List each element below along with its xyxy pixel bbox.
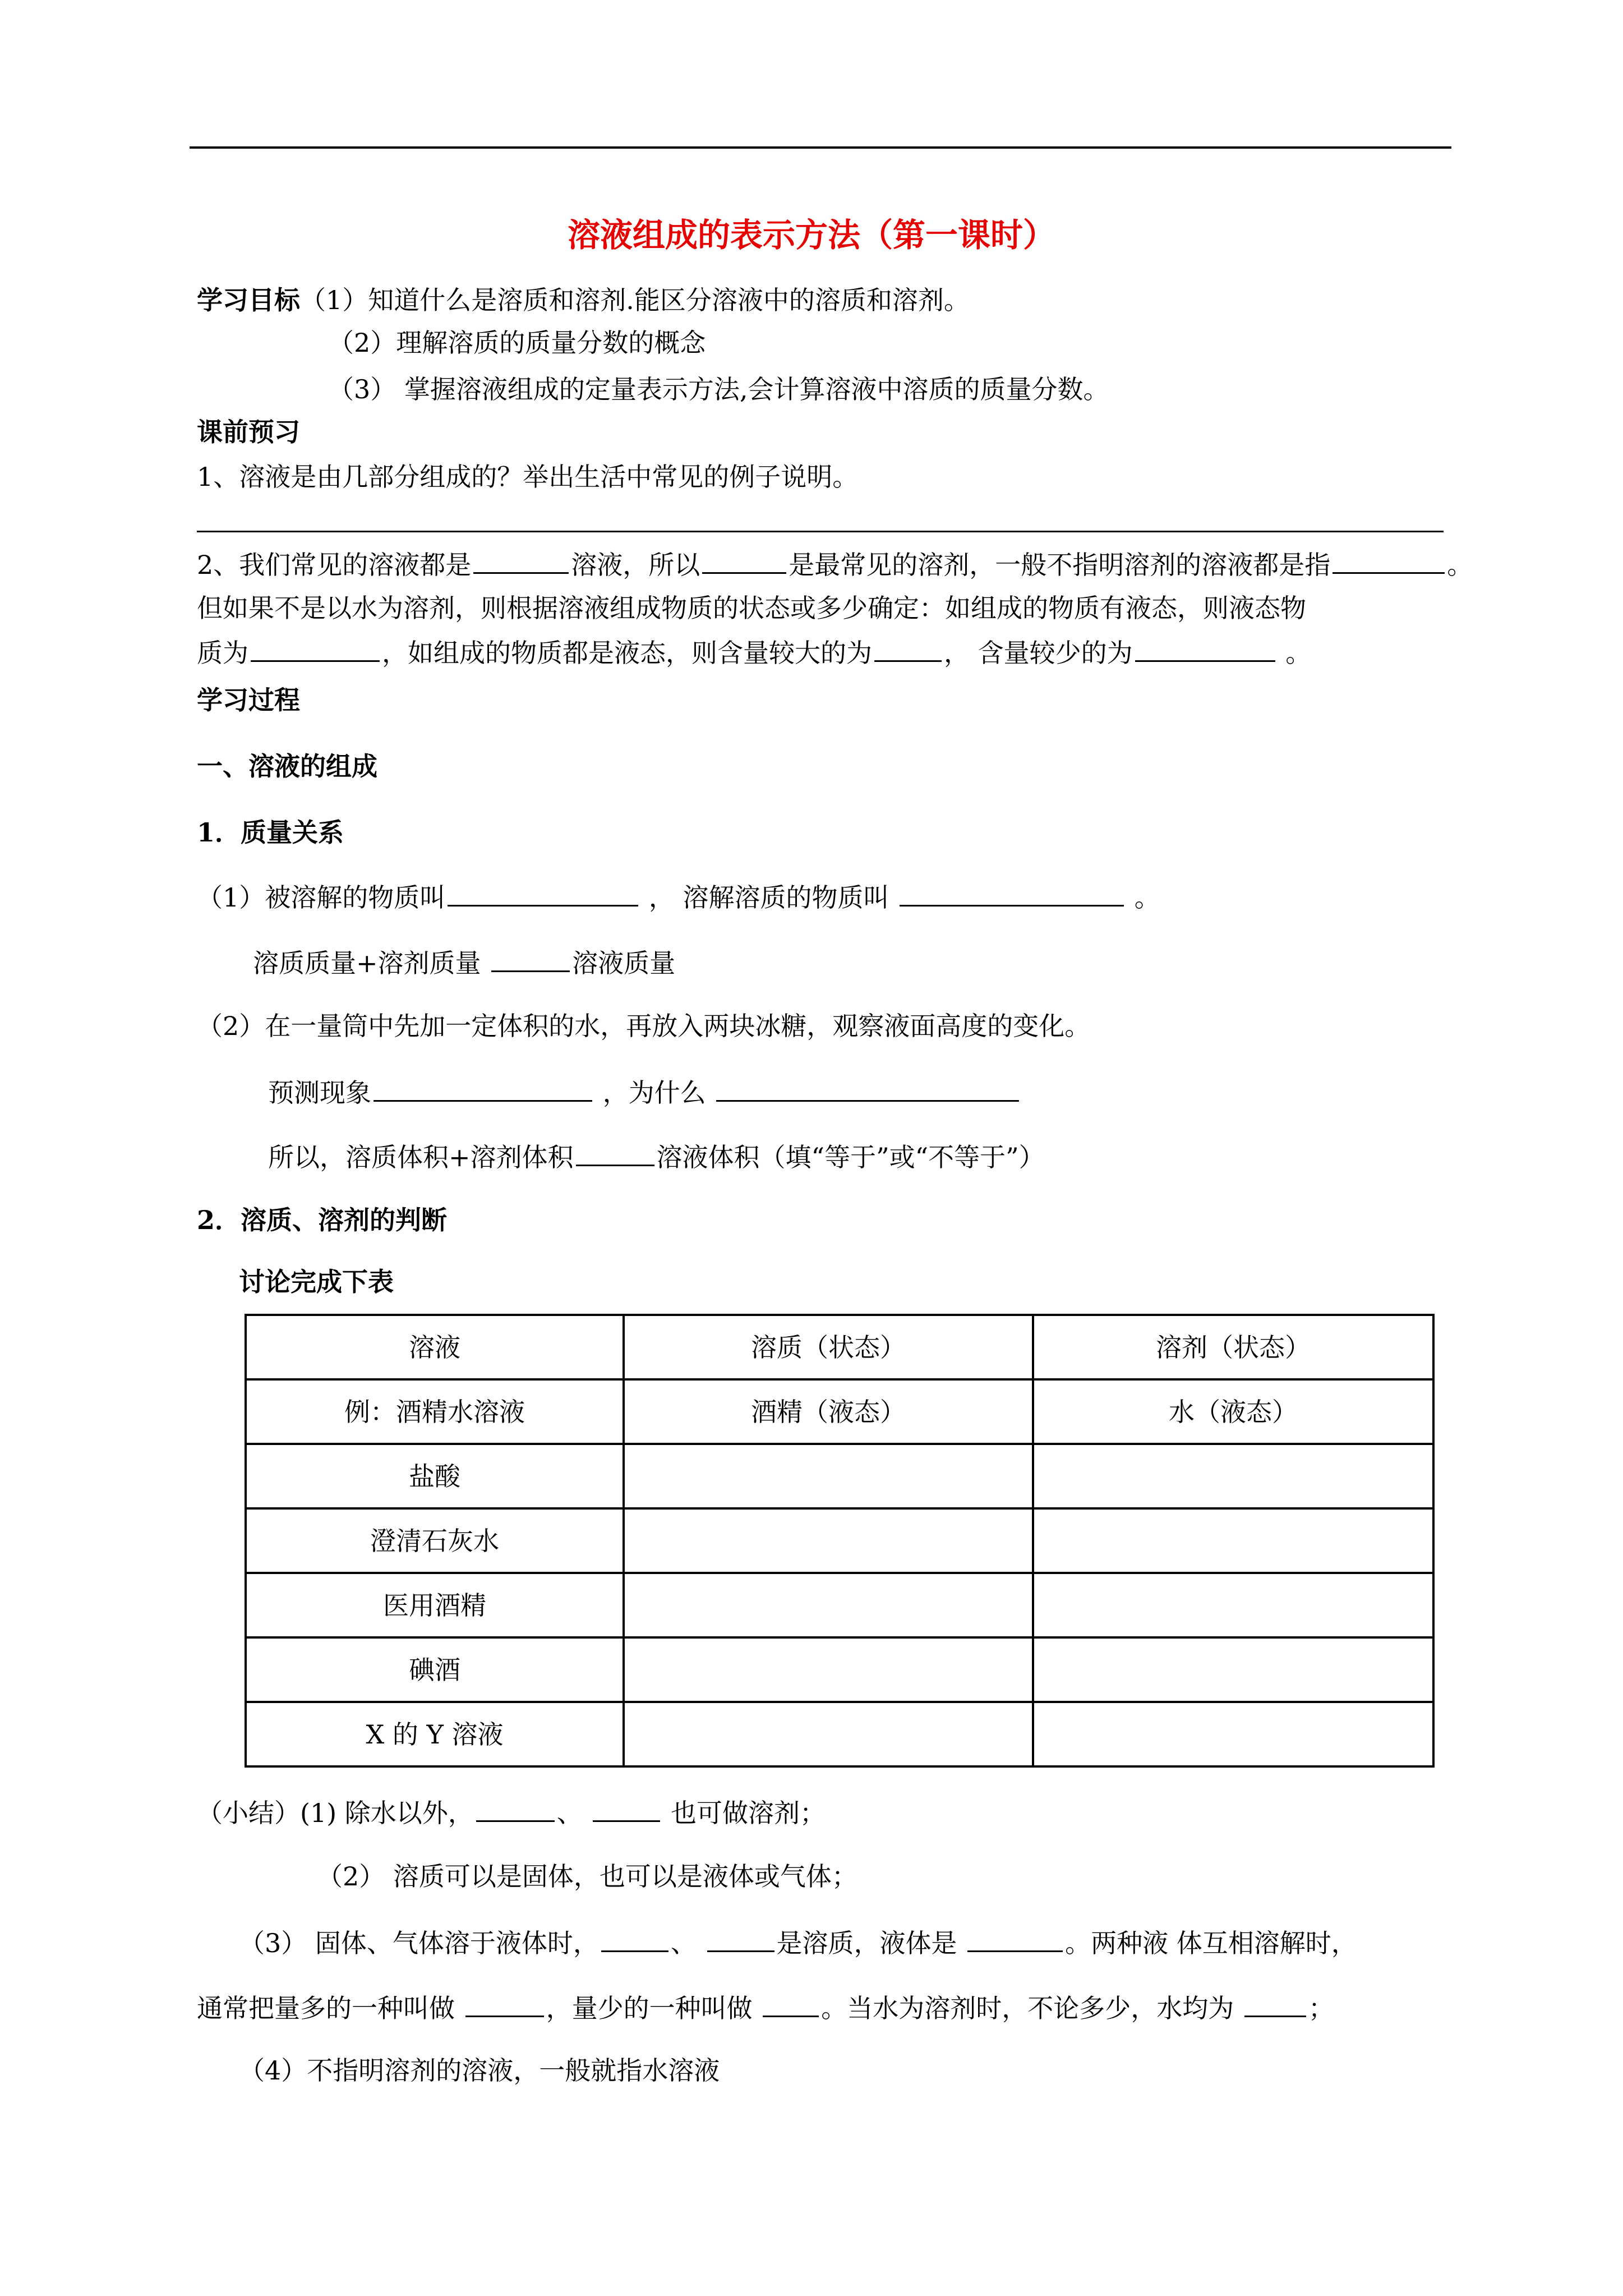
text-fragment: 通常把量多的一种叫做 [197,1993,463,2023]
mass-equation [253,948,675,976]
text-fragment: （3） 固体、气体溶于液体时， [239,1928,599,1958]
prediction-line [268,1078,1021,1106]
solution-cell: 医用酒精 [246,1573,624,1637]
solute-cell[interactable] [624,1444,1033,1508]
process-heading: 学习过程 [197,685,300,715]
fill-blank[interactable] [702,550,786,574]
fill-blank[interactable] [476,1798,555,1822]
header-cell: 溶剂（状态） [1033,1315,1433,1379]
preview-question-1: 1、溶液是由几部分组成的？举出生活中常见的例子说明。 [197,462,859,492]
table-row [246,1573,1433,1637]
text-fragment: 溶液体积（填“等于”或“不等于”） [656,1142,1045,1172]
fill-blank[interactable] [1244,1993,1306,2017]
text-fragment: 。当水为溶剂时，不论多少，水均为 [821,1993,1242,2023]
table-row [246,1702,1433,1766]
text-fragment: 溶质质量+溶剂质量 [253,948,490,978]
header-cell: 溶质（状态） [624,1315,1033,1379]
solvent-cell[interactable] [1033,1573,1433,1637]
table-row [246,1444,1433,1508]
text-fragment: ，量少的一种叫做 [546,1993,761,2023]
solute-cell[interactable] [624,1573,1033,1637]
solute-cell[interactable] [624,1637,1033,1702]
text-fragment: 2、我们常见的溶液都是 [197,550,472,580]
text-fragment: 、 [556,1798,591,1828]
fill-blank[interactable] [448,882,638,907]
text-fragment: ，为什么 [594,1078,714,1108]
solution-cell: 澄清石灰水 [246,1508,624,1573]
objectives-line-1 [197,287,970,313]
subsection-heading: 1．质量关系 [197,817,344,848]
page-title: 溶液组成的表示方法（第一课时） [567,216,1055,254]
fill-blank[interactable] [874,638,942,662]
fill-blank[interactable] [374,1078,592,1102]
text-fragment: 质为 [197,638,248,668]
preview-heading: 课前预习 [197,417,300,447]
solute-cell[interactable] [624,1702,1033,1766]
text-fragment: 。 [1126,882,1160,913]
solvent-cell[interactable] [1033,1508,1433,1573]
solution-cell: 盐酸 [246,1444,624,1508]
solution-cell: 例：酒精水溶液 [246,1379,624,1444]
text-fragment: 是最常见的溶剂，一般不指明溶剂的溶液都是指 [789,550,1331,580]
summary-1 [197,1798,826,1826]
fill-blank[interactable] [707,1928,774,1952]
solute-cell[interactable] [624,1508,1033,1573]
section-heading: 一、溶液的组成 [197,751,377,781]
fill-blank[interactable] [491,948,570,972]
text-fragment: ； [1308,1993,1334,2023]
summary-3 [239,1928,1357,1956]
preview-question-2-line-3 [197,638,1311,666]
text-fragment: 溶液质量 [572,948,676,978]
solvent-cell[interactable] [1033,1444,1433,1508]
fill-blank[interactable] [465,1993,544,2017]
text-fragment: （小结）(1) 除水以外， [197,1798,474,1828]
fill-blank[interactable] [716,1078,1019,1102]
fill-blank[interactable] [1332,550,1445,574]
summary-3-continued [197,1993,1334,2021]
objective-item: （1）知道什么是溶质和溶剂.能区分溶液中的溶质和溶剂。 [300,285,970,315]
fill-blank[interactable] [967,1928,1063,1952]
table-caption: 讨论完成下表 [239,1267,394,1297]
text-fragment: 、 [670,1928,705,1958]
summary-4: （4）不指明溶剂的溶液，一般就指水溶液 [239,2055,720,2086]
fill-blank[interactable] [593,1798,660,1822]
table-row [246,1637,1433,1702]
text-fragment: 预测现象 [268,1078,371,1108]
table-row [246,1508,1433,1573]
header-cell: 溶液 [246,1315,624,1379]
text-fragment: ，如组成的物质都是液态，则含量较大的为 [382,638,872,668]
text-fragment: 也可做溶剂； [662,1798,826,1828]
text-fragment: （1）被溶解的物质叫 [197,882,446,913]
summary-2: （2） 溶质可以是固体，也可以是液体或气体； [317,1861,857,1892]
preview-question-2 [197,550,1473,578]
solution-cell: 碘酒 [246,1637,624,1702]
objective-item: （3） 掌握溶液组成的定量表示方法,会计算溶液中溶质的质量分数。 [328,374,1109,404]
fill-blank[interactable] [576,1142,654,1166]
objectives-label: 学习目标 [197,285,300,315]
preview-question-2-line-2: 但如果不是以水为溶剂，则根据溶液组成物质的状态或多少确定：如组成的物质有液态，则液态物 [197,593,1306,623]
solvent-cell: 水（液态） [1033,1379,1433,1444]
text-fragment: 是溶质，液体是 [776,1928,966,1958]
text-fragment: 溶液，所以 [571,550,700,580]
solvent-cell[interactable] [1033,1702,1433,1766]
text-fragment: ， 溶解溶质的物质叫 [640,882,898,913]
header-rule [190,146,1451,149]
text-fragment: 。 [1447,550,1473,580]
text-fragment: 所以，溶质体积+溶剂体积 [268,1142,574,1172]
solute-solvent-table [245,1314,1435,1768]
objective-item: （2）理解溶质的质量分数的概念 [328,328,706,358]
fill-blank[interactable] [900,882,1124,907]
solvent-cell[interactable] [1033,1637,1433,1702]
fill-blank[interactable] [601,1928,668,1952]
answer-line[interactable] [197,531,1444,532]
text-fragment: 。两种液 体互相溶解时， [1065,1928,1357,1958]
text-fragment: ， 含量较少的为 [944,638,1133,668]
solute-cell: 酒精（液态） [624,1379,1033,1444]
text-fragment: 。 [1277,638,1312,668]
subsection-heading: 2．溶质、溶剂的判断 [197,1205,448,1235]
volume-question: （2）在一量筒中先加一定体积的水，再放入两块冰糖，观察液面高度的变化。 [197,1011,1091,1041]
table-header-row [246,1315,1433,1379]
fill-blank[interactable] [473,550,569,574]
mass-question-1 [197,882,1160,913]
fill-blank[interactable] [763,1993,819,2017]
fill-blank[interactable] [1135,638,1275,662]
volume-conclusion [268,1142,1045,1170]
solution-cell: X 的 Y 溶液 [246,1702,624,1766]
table-row [246,1379,1433,1444]
fill-blank[interactable] [251,638,380,662]
